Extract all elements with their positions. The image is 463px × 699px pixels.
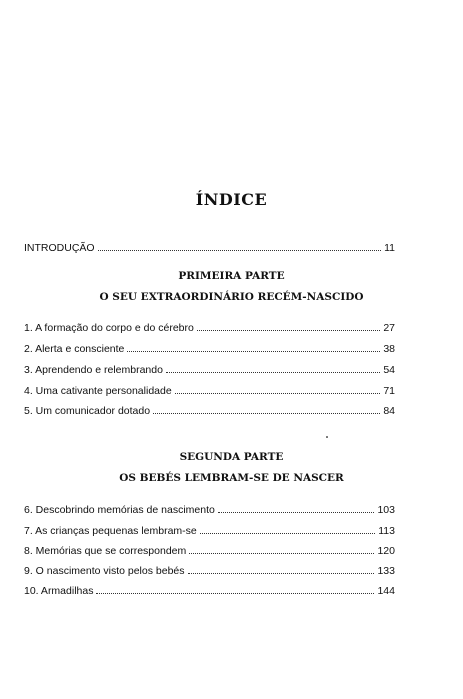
part2-heading: SEGUNDA PARTE [179, 451, 284, 463]
toc-entry-page: 84 [383, 405, 395, 417]
dot-leader [127, 341, 380, 352]
page-title: ÍNDICE [195, 190, 268, 209]
toc-entry-page: 27 [383, 322, 395, 334]
dot-leader [200, 523, 375, 534]
toc-entry-label: 7. As crianças pequenas lembram-se [24, 525, 197, 537]
toc-entry-label: 8. Memórias que se correspondem [24, 545, 187, 557]
toc-entry-page: 11 [384, 242, 395, 254]
toc-entry [24, 341, 395, 356]
toc-entry [24, 320, 395, 335]
dot-leader [218, 502, 375, 513]
part2-subheading: OS BEBÉS LEMBRAM-SE DE NASCER [119, 472, 344, 484]
toc-entry-page: 38 [383, 343, 395, 355]
toc-entry-page: 133 [377, 565, 395, 577]
dot-leader [189, 543, 374, 554]
toc-entry [24, 383, 395, 398]
toc-entry-label: 3. Aprendendo e relembrando [24, 364, 163, 376]
toc-entry [24, 543, 395, 558]
toc-entry [24, 403, 395, 418]
toc-entry-page: 120 [377, 545, 395, 557]
toc-entry-intro [24, 240, 395, 255]
toc-entry [24, 583, 395, 598]
toc-entry [24, 523, 395, 538]
toc-entry-page: 103 [377, 504, 395, 516]
dot-leader [197, 320, 380, 331]
toc-entry-label: INTRODUÇÃO [24, 242, 95, 254]
dot-leader [98, 240, 382, 251]
toc-entry-page: 113 [378, 525, 395, 537]
toc-entry-label: 2. Alerta e consciente [24, 343, 125, 355]
dot-leader [188, 563, 375, 574]
toc-entry-label: 9. O nascimento visto pelos bebés [24, 565, 185, 577]
paper-speck [326, 436, 328, 438]
dot-leader [166, 362, 380, 373]
toc-entry-label: 1. A formação do corpo e do cérebro [24, 322, 194, 334]
toc-entry [24, 563, 395, 578]
dot-leader [153, 403, 380, 414]
toc-entry-page: 54 [383, 364, 395, 376]
dot-leader [175, 383, 381, 394]
toc-entry [24, 362, 395, 377]
toc-entry-page: 71 [383, 385, 395, 397]
toc-entry [24, 502, 395, 517]
toc-entry-label: 5. Um comunicador dotado [24, 405, 151, 417]
toc-entry-label: 10. Armadilhas [24, 585, 94, 597]
toc-entry-label: 4. Uma cativante personalidade [24, 385, 172, 397]
toc-entry-label: 6. Descobrindo memórias de nascimento [24, 504, 215, 516]
dot-leader [96, 583, 374, 594]
part1-subheading: O SEU EXTRAORDINÁRIO RECÉM-NASCIDO [99, 291, 364, 303]
part1-heading: PRIMEIRA PARTE [178, 270, 285, 282]
toc-entry-page: 144 [377, 585, 395, 597]
